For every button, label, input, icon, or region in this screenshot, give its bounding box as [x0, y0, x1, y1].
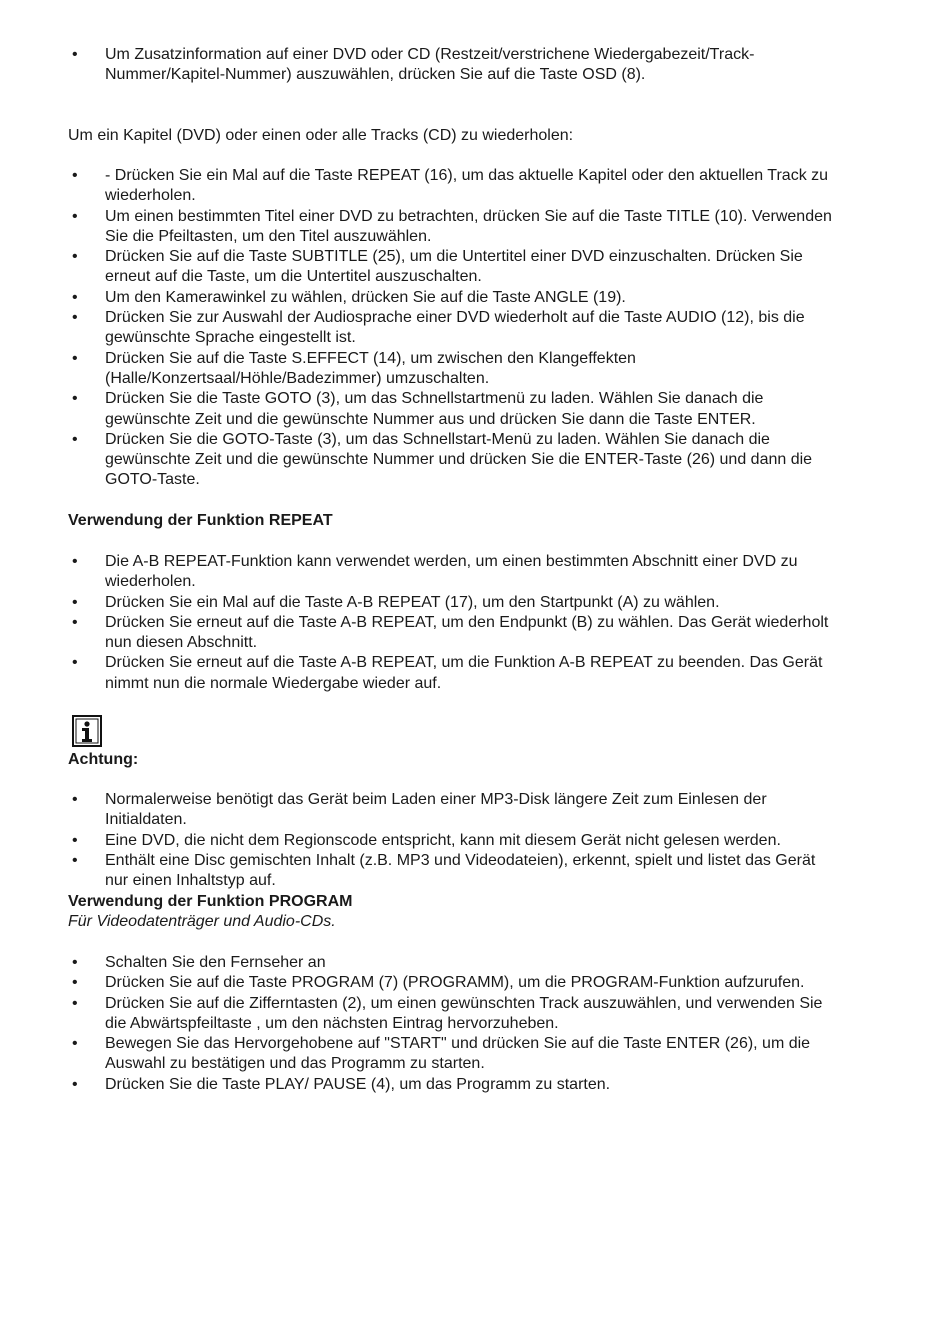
program-section-heading: Verwendung der Funktion PROGRAM: [68, 893, 353, 910]
list-item: • Drücken Sie auf die Zifferntasten (2), um einen gewünschten Track auszuwählen, und verwenden Sie die Abwärtspfeiltaste , um den nächsten Eintrag hervorzuheben.: [0, 994, 950, 1035]
list-item: • Drücken Sie die GOTO-Taste (3), um das Schnellstart-Menü zu laden. Wählen Sie danach die gewünschte Zeit und die gewünschte Nummer und drücken Sie die ENTER-Taste (26) und dann die GOTO-Taste.: [0, 430, 950, 491]
list-item: • Eine DVD, die nicht dem Regionscode entspricht, kann mit diesem Gerät nicht gelesen werden.: [0, 831, 950, 851]
list-item: • Schalten Sie den Fernseher an: [0, 953, 950, 973]
info-icon: [72, 715, 102, 747]
list-item: • Bewegen Sie das Hervorgehobene auf "START" und drücken Sie auf die Taste ENTER (26), um die Auswahl zu bestätigen und das Programm zu starten.: [0, 1034, 950, 1075]
list-item: • Drücken Sie die Taste GOTO (3), um das Schnellstartmenü zu laden. Wählen Sie danach die gewünschte Zeit und die gewünschte Nummer aus und drücken Sie dann die Taste ENTER.: [0, 389, 950, 430]
list-item: • Drücken Sie auf die Taste S.EFFECT (14), um zwischen den Klangeffekten (Halle/Konzertsaal/Höhle/Badezimmer) umzuschalten.: [0, 349, 950, 390]
list-item: • Enthält eine Disc gemischten Inhalt (z.B. MP3 und Videodateien), erkennt, spielt und listet das Gerät nur einen Inhaltstyp auf.: [0, 851, 950, 892]
osd-bullet-list: [0, 45, 950, 86]
attention-bullet-list: [0, 790, 950, 891]
playback-bullet-list: [0, 166, 950, 491]
list-item: • Drücken Sie auf die Taste SUBTITLE (25), um die Untertitel einer DVD einzuschalten. Drücken Sie erneut auf die Taste, um die Untertitel auszuschalten.: [0, 247, 950, 288]
repeat-intro-paragraph: Um ein Kapitel (DVD) oder einen oder alle Tracks (CD) zu wiederholen:: [68, 127, 574, 144]
attention-heading: Achtung:: [68, 751, 139, 768]
list-item: • Drücken Sie ein Mal auf die Taste A-B REPEAT (17), um den Startpunkt (A) zu wählen.: [0, 593, 950, 613]
program-subheading: Für Videodatenträger und Audio-CDs.: [68, 913, 336, 930]
list-item: • - Drücken Sie ein Mal auf die Taste REPEAT (16), um das aktuelle Kapitel oder den aktuellen Track zu wiederholen.: [0, 166, 950, 207]
list-item: • Um den Kamerawinkel zu wählen, drücken Sie auf die Taste ANGLE (19).: [0, 288, 950, 308]
list-item: • Drücken Sie auf die Taste PROGRAM (7) (PROGRAMM), um die PROGRAM-Funktion aufzurufen.: [0, 973, 950, 993]
list-item: • Normalerweise benötigt das Gerät beim Laden einer MP3-Disk längere Zeit zum Einlesen der Initialdaten.: [0, 790, 950, 831]
list-item: • Die A-B REPEAT-Funktion kann verwendet werden, um einen bestimmten Abschnitt einer DVD zu wiederholen.: [0, 552, 950, 593]
list-item: • Drücken Sie die Taste PLAY/ PAUSE (4), um das Programm zu starten.: [0, 1075, 950, 1095]
list-item: • Um Zusatzinformation auf einer DVD oder CD (Restzeit/verstrichene Wiedergabezeit/Track-Nummer/Kapitel-Nummer) auszuwählen, drücken Sie auf die Taste OSD (8).: [0, 45, 950, 86]
list-item: • Um einen bestimmten Titel einer DVD zu betrachten, drücken Sie auf die Taste TITLE (10). Verwenden Sie die Pfeiltasten, um den Titel auszuwählen.: [0, 207, 950, 248]
list-item: • Drücken Sie erneut auf die Taste A-B REPEAT, um die Funktion A-B REPEAT zu beenden. Das Gerät nimmt nun die normale Wiedergabe wieder auf.: [0, 653, 950, 694]
repeat-section-heading: Verwendung der Funktion REPEAT: [68, 512, 333, 529]
list-item: • Drücken Sie erneut auf die Taste A-B REPEAT, um den Endpunkt (B) zu wählen. Das Gerät wiederholt nun diesen Abschnitt.: [0, 613, 950, 654]
ab-repeat-bullet-list: [0, 552, 950, 694]
program-bullet-list: [0, 953, 950, 1095]
list-item: • Drücken Sie zur Auswahl der Audiosprache einer DVD wiederholt auf die Taste AUDIO (12), bis die gewünschte Sprache eingestellt ist.: [0, 308, 950, 349]
